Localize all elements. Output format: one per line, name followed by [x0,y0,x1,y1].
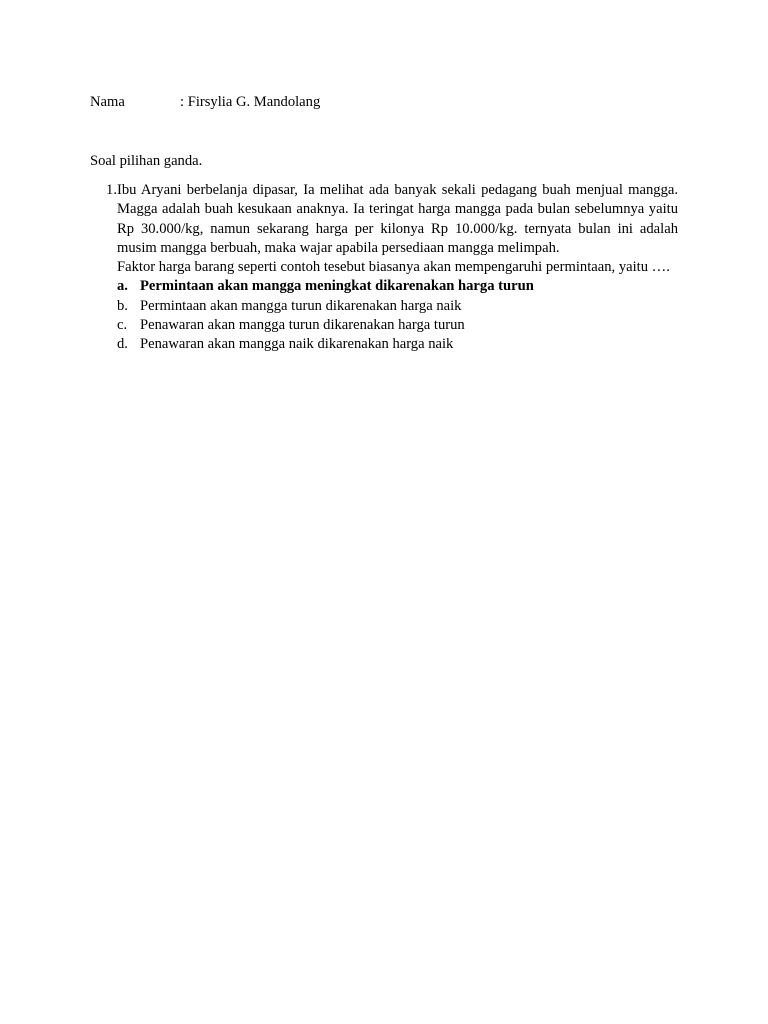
option-letter: c. [117,317,128,334]
question-paragraph-1: Ibu Aryani berbelanja dipasar, Ia melihat ada banyak sekali pedagang buah menjual mangga. Magga adalah buah kesukaan anaknya. Ia teringat harga mangga pada bulan sebelumnya yaitu Rp 30.000/kg, namun sekarang harga per kilonya Rp 10.000/kg. ternyata bulan ini adalah musim mangga berbuah, maka wajar apabila persediaan mangga melimpah. [117,182,678,256]
option-letter: b. [117,297,128,314]
option-b [117,297,678,316]
name-row [90,93,320,112]
option-letter: a. [117,278,128,295]
option-text: Permintaan akan mangga meningkat dikarenakan harga turun [140,278,534,295]
option-a [117,277,678,296]
question-body [117,181,678,355]
answer-options [117,277,678,354]
name-value: : Firsylia G. Mandolang [180,94,321,110]
question-number: 1. [106,182,117,198]
option-letter: d. [117,336,128,353]
option-text: Penawaran akan mangga naik dikarenakan harga naik [140,336,454,353]
question-paragraph-2: Faktor harga barang seperti contoh tesebut biasanya akan mempengaruhi permintaan, yaitu …. [117,259,670,276]
name-label: Nama [90,94,125,110]
option-text: Penawaran akan mangga turun dikarenakan harga turun [140,317,465,334]
section-title: Soal pilihan ganda. [90,153,203,169]
option-c [117,316,678,335]
option-d [117,335,678,354]
option-text: Permintaan akan mangga turun dikarenakan harga naik [140,297,462,314]
question-item [90,181,678,355]
